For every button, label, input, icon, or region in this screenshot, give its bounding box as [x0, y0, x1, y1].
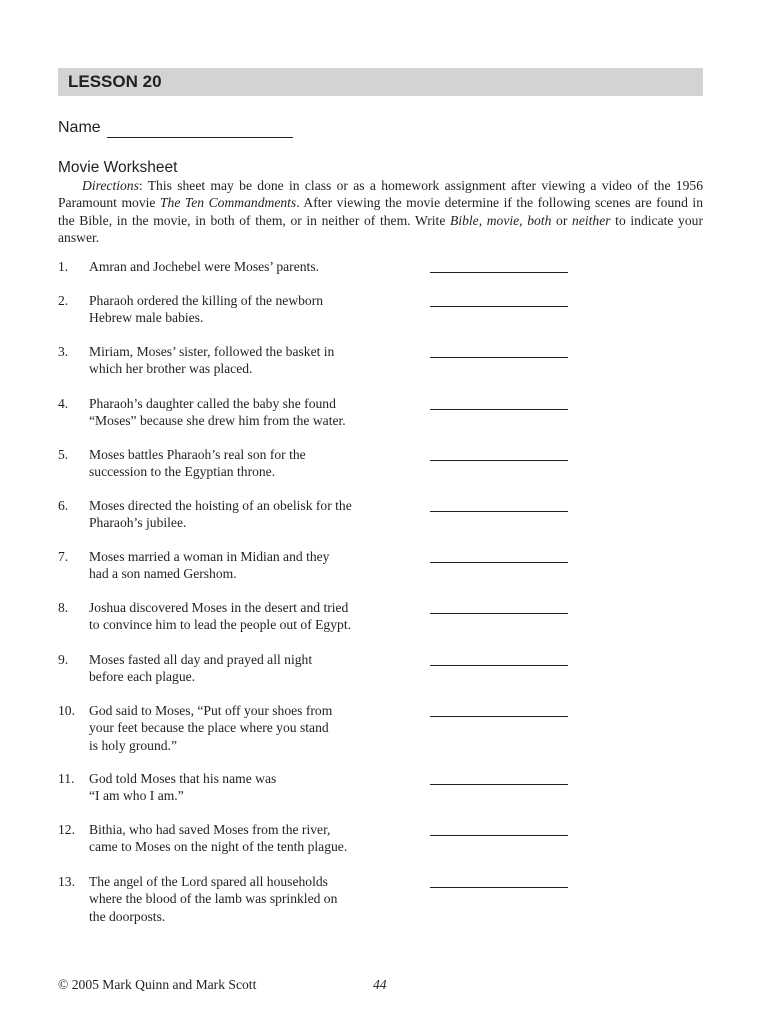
worksheet-title: Movie Worksheet: [58, 159, 178, 176]
answer-word-neither: neither: [572, 212, 611, 228]
question-text: God said to Moses, “Put off your shoes from your feet because the place where you stand is holy ground.”: [89, 703, 333, 753]
name-row: [58, 118, 293, 138]
directions-text-2: . After viewing the movie determine if the following scenes are found in the Bible, in the movie, in both of them, or in neither of them. Write: [58, 195, 703, 228]
question-number: 11.: [58, 771, 75, 786]
question-number: 13.: [58, 874, 75, 889]
answer-words: Bible, movie, both: [450, 212, 552, 228]
answer-line[interactable]: [430, 716, 568, 717]
question-text: Joshua discovered Moses in the desert and tried to convince him to lead the people out of Egypt.: [89, 600, 351, 633]
question-text: Moses fasted all day and prayed all night before each plague.: [89, 652, 313, 685]
question-number: 1.: [58, 259, 69, 274]
question-text: The angel of the Lord spared all households where the blood of the lamb was sprinkled on the doorposts.: [89, 874, 338, 924]
question-text: God told Moses that his name was “I am who I am.”: [89, 771, 277, 804]
question-number: 8.: [58, 600, 69, 615]
lesson-header-bar: [58, 68, 703, 96]
answer-line[interactable]: [430, 613, 568, 614]
answer-line[interactable]: [430, 357, 568, 358]
question-number: 9.: [58, 652, 69, 667]
answer-line[interactable]: [430, 665, 568, 666]
page-number: 44: [373, 977, 387, 992]
question-number: 6.: [58, 498, 69, 513]
footer-copyright: © 2005 Mark Quinn and Mark Scott: [58, 977, 257, 992]
directions-text-4: to indicate your answer.: [58, 212, 703, 245]
question-number: 12.: [58, 822, 75, 837]
question-text: Bithia, who had saved Moses from the river, came to Moses on the night of the tenth plague.: [89, 822, 348, 855]
directions-label: Directions: [82, 178, 139, 193]
name-input-line[interactable]: [107, 121, 293, 138]
answer-line[interactable]: [430, 835, 568, 836]
question-number: 4.: [58, 396, 69, 411]
question-text: Moses directed the hoisting of an obelisk for the Pharaoh’s jubilee.: [89, 498, 352, 531]
directions-text-3: or: [551, 212, 573, 228]
question-text: Amran and Jochebel were Moses’ parents.: [89, 259, 320, 274]
question-number: 5.: [58, 447, 69, 462]
answer-line[interactable]: [430, 409, 568, 410]
answer-line[interactable]: [430, 562, 568, 563]
answer-line[interactable]: [430, 272, 568, 273]
directions-paragraph: [58, 177, 703, 246]
movie-title: The Ten Commandments: [159, 195, 297, 211]
question-text: Miriam, Moses’ sister, followed the basket in which her brother was placed.: [89, 344, 335, 377]
question-text: Pharaoh’s daughter called the baby she found “Moses” because she drew him from the water.: [89, 396, 346, 429]
name-label: Name: [58, 119, 101, 136]
question-number: 3.: [58, 344, 69, 359]
answer-line[interactable]: [430, 460, 568, 461]
answer-line[interactable]: [430, 784, 568, 785]
question-number: 2.: [58, 293, 69, 308]
question-text: Moses battles Pharaoh’s real son for the succession to the Egyptian throne.: [89, 447, 306, 480]
answer-line[interactable]: [430, 511, 568, 512]
directions-text-1: : This sheet may be done in class or as a homework assignment after viewing a video of the 1956 Paramount movie: [58, 178, 703, 211]
lesson-title: LESSON 20: [68, 72, 162, 91]
answer-line[interactable]: [430, 306, 568, 307]
question-text: Moses married a woman in Midian and they had a son named Gershom.: [89, 549, 330, 582]
question-text: Pharaoh ordered the killing of the newborn Hebrew male babies.: [89, 293, 324, 326]
question-number: 7.: [58, 549, 69, 564]
answer-line[interactable]: [430, 887, 568, 888]
question-number: 10.: [58, 703, 75, 718]
